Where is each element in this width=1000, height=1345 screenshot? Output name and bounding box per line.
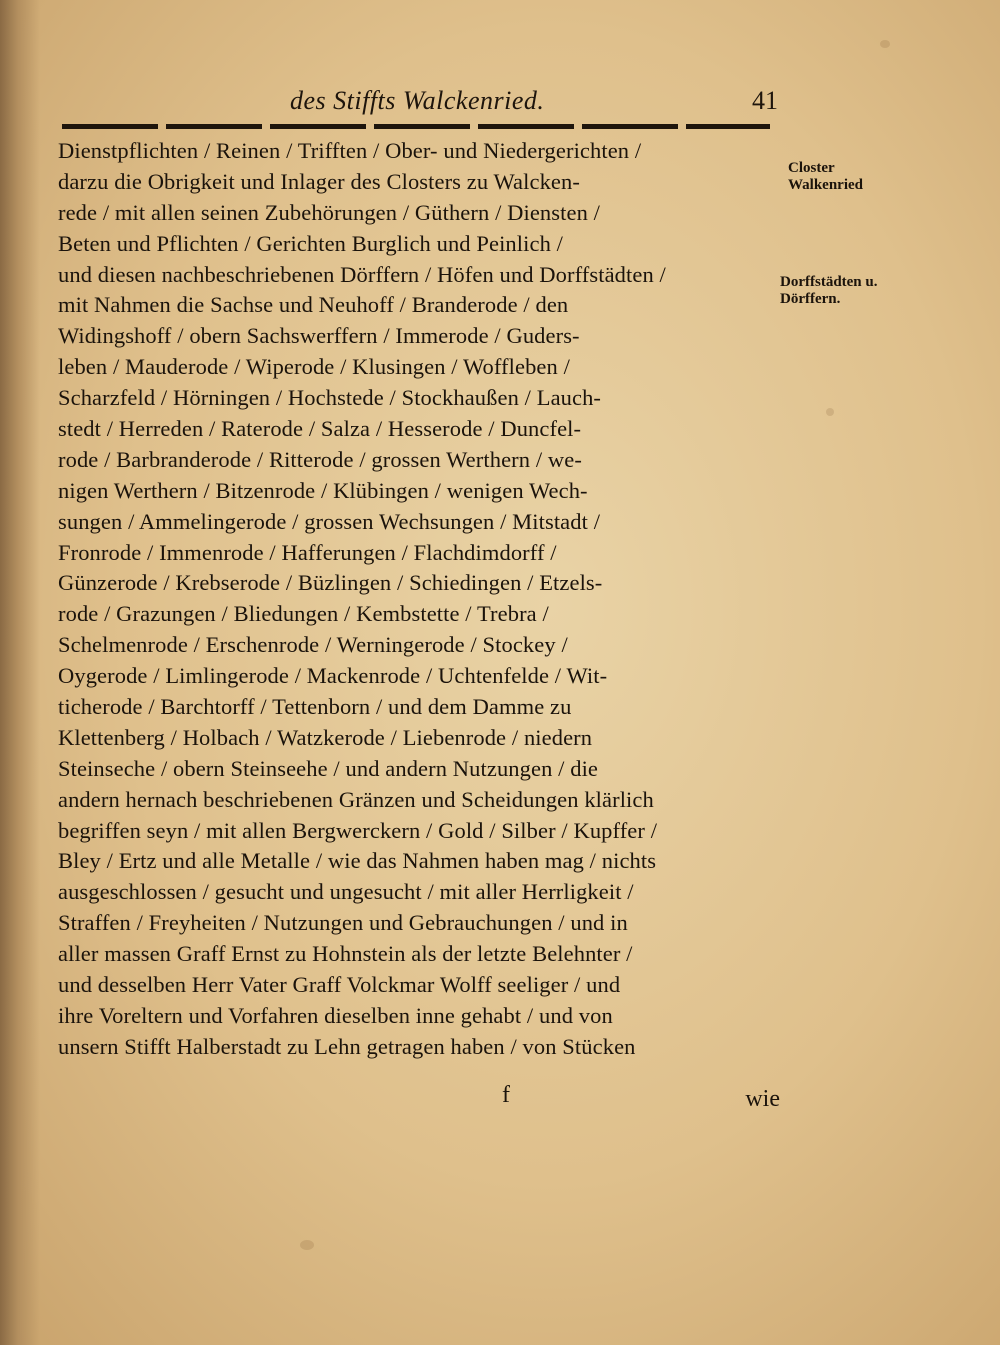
text-line: nigen Werthern / Bitzenrode / Klübingen / wenigen Wech-	[58, 477, 588, 503]
text-line: Fronrode / Immenrode / Hafferungen / Flachdimdorff /	[58, 539, 557, 565]
text-line: rede / mit allen seinen Zubehörungen / Güthern / Diensten /	[58, 199, 600, 225]
text-line: aller massen Graff Ernst zu Hohnstein als der letzte Belehnter /	[58, 941, 633, 967]
text-line: ausgeschlossen / gesucht und ungesucht / mit aller Herrligkeit /	[58, 879, 634, 905]
foxing-spot	[300, 1240, 314, 1250]
text-line: mit Nahmen die Sachse und Neuhoff / Branderode / den	[58, 292, 569, 318]
foxing-spot	[880, 40, 890, 48]
text-line: ticherode / Barchtorff / Tettenborn / und dem Damme zu	[58, 694, 572, 720]
text-line: Günzerode / Krebserode / Büzlingen / Schiedingen / Etzels-	[58, 570, 603, 596]
page-footer	[58, 1082, 780, 1116]
text-line: Widingshoff / obern Sachswerffern / Immerode / Guders-	[58, 323, 580, 349]
header-rule	[62, 124, 770, 129]
catchword: wie	[745, 1086, 780, 1112]
text-line: begriffen seyn / mit allen Bergwerckern / Gold / Silber / Kupffer /	[58, 817, 658, 843]
text-line: Dienstpflichten / Reinen / Trifften / Ober- und Niedergerichten /	[58, 138, 642, 163]
signature-mark: f	[502, 1082, 510, 1108]
text-line: und desselben Herr Vater Graff Volckmar Wolff seeliger / und	[58, 972, 621, 998]
text-line: darzu die Obrigkeit und Inlager des Closters zu Walcken-	[58, 168, 580, 194]
text-line: ihre Voreltern und Vorfahren dieselben inne gehabt / und von	[58, 1002, 613, 1028]
running-title: des Stiffts Walckenried.	[290, 86, 545, 115]
margin-note-closter: Closter Walkenried	[788, 160, 864, 193]
page-gutter	[0, 0, 40, 1345]
text-line: und diesen nachbeschriebenen Dörffern / Höfen und Dorffstädten /	[58, 261, 666, 287]
page-number: 41	[752, 86, 778, 115]
text-line: leben / Mauderode / Wiperode / Klusingen / Woffleben /	[58, 354, 570, 380]
text-line: Bley / Ertz und alle Metalle / wie das Nahmen haben mag / nichts	[58, 848, 657, 874]
text-line: Klettenberg / Holbach / Watzkerode / Liebenrode / niedern	[58, 724, 593, 750]
text-line: Scharzfeld / Hörningen / Hochstede / Stockhaußen / Lauch-	[58, 385, 602, 411]
body-text	[58, 136, 780, 1063]
margin-note-dorffstaedten: Dorffstädten u. Dörffern.	[780, 274, 878, 307]
text-line: Straffen / Freyheiten / Nutzungen und Gebrauchungen / und in	[58, 910, 628, 936]
text-line: Steinseche / obern Steinseehe / und andern Nutzungen / die	[58, 755, 599, 781]
text-line: andern hernach beschriebenen Gränzen und Scheidungen klärlich	[58, 786, 654, 812]
text-line: rode / Barbranderode / Ritterode / grossen Werthern / we-	[58, 446, 582, 472]
text-line: unsern Stifft Halberstadt zu Lehn getragen haben / von Stücken	[58, 1033, 636, 1059]
page-header	[60, 80, 780, 120]
foxing-spot	[826, 408, 834, 416]
text-line: sungen / Ammelingerode / grossen Wechsungen / Mitstadt /	[58, 508, 601, 534]
text-line: Schelmenrode / Erschenrode / Werningerode / Stockey /	[58, 632, 568, 658]
text-line: Oygerode / Limlingerode / Mackenrode / Uchtenfelde / Wit-	[58, 663, 608, 689]
text-line: rode / Grazungen / Bliedungen / Kembstette / Trebra /	[58, 601, 549, 627]
text-line: Beten und Pflichten / Gerichten Burglich und Peinlich /	[58, 230, 563, 256]
text-line: stedt / Herreden / Raterode / Salza / Hesserode / Duncfel-	[58, 416, 582, 442]
